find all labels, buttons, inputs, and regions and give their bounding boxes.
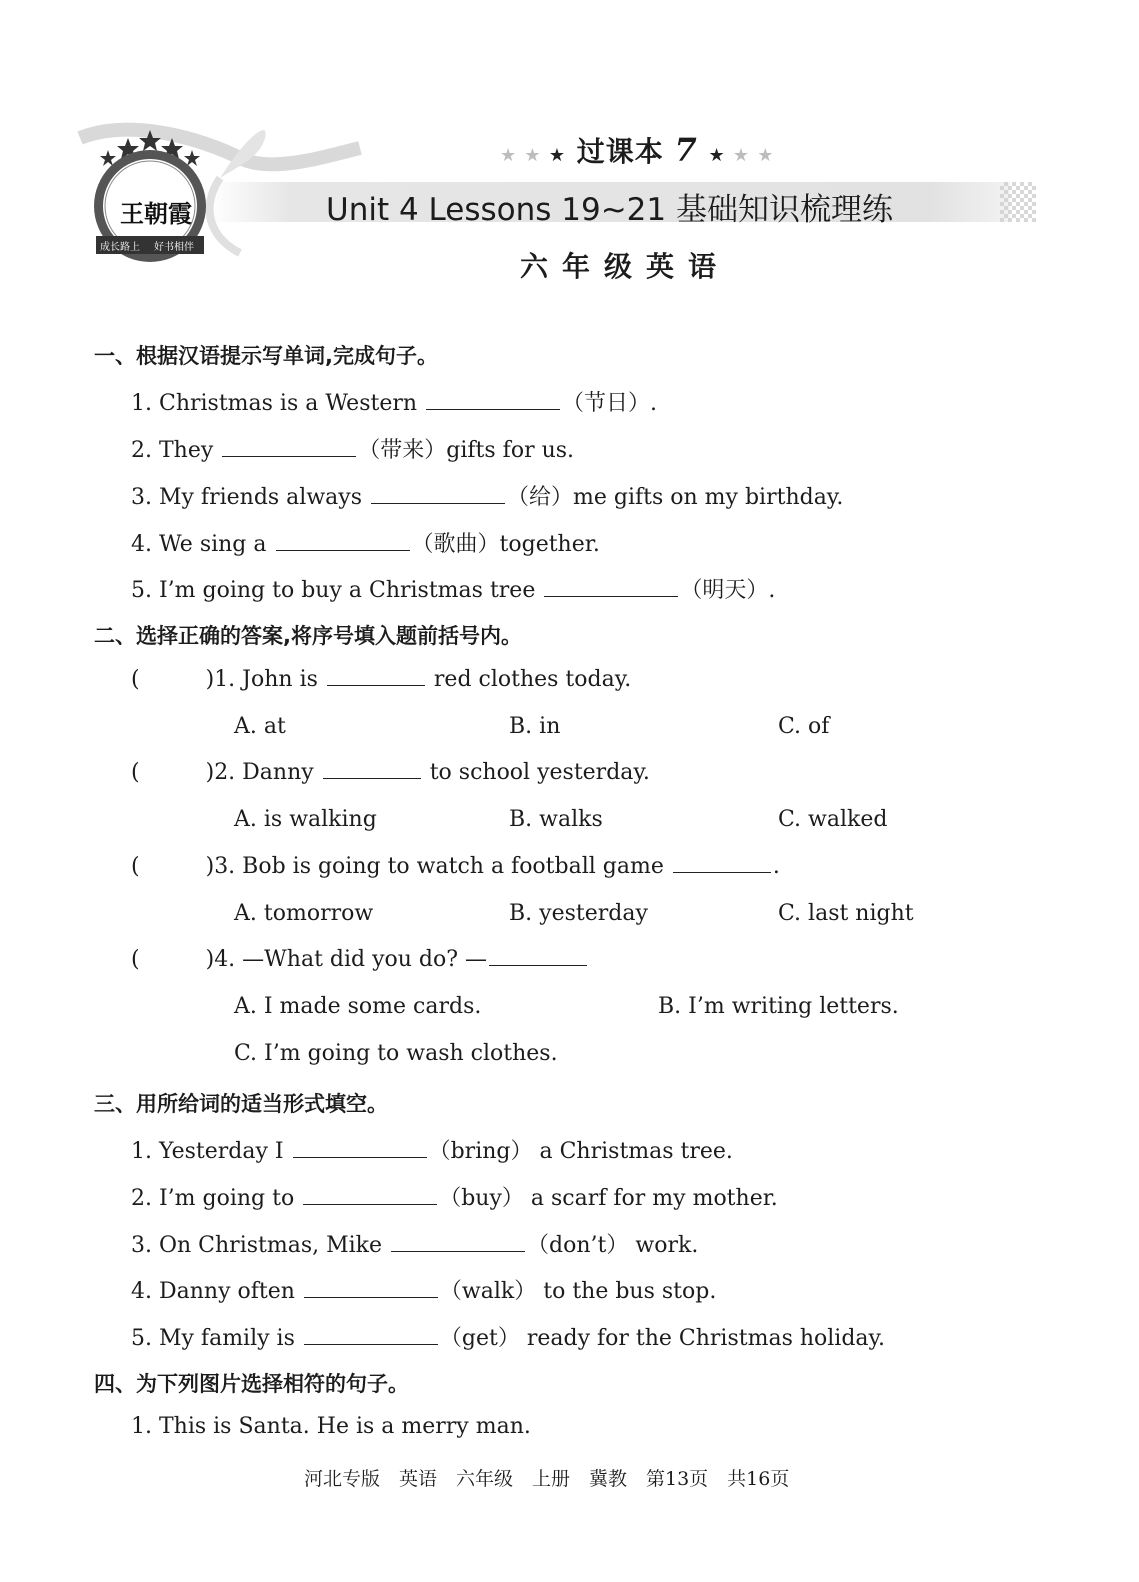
s4-item-1: 1. This is Santa. He is a merry man. (131, 1414, 531, 1439)
publisher-logo (70, 118, 370, 268)
answer-blank[interactable] (222, 455, 356, 457)
s2-q1-option-c[interactable]: C. of (778, 714, 830, 739)
answer-blank[interactable] (303, 1203, 437, 1205)
unit-title: Unit 4 Lessons 19~21 基础知识梳理练 (326, 192, 893, 228)
s2-q3-option-b[interactable]: B. yesterday (509, 901, 648, 926)
logo-slogan-left: 成长路上 (100, 242, 140, 253)
s2-q2-option-c[interactable]: C. walked (778, 807, 888, 832)
answer-blank (489, 964, 587, 966)
s2-q2-option-a[interactable]: A. is walking (234, 807, 377, 832)
answer-blank (673, 871, 771, 873)
s2-q3-option-c[interactable]: C. last night (778, 901, 914, 926)
s1-item-4: 4. We sing a （歌曲）together. (131, 532, 600, 557)
answer-blank[interactable] (276, 549, 410, 551)
answer-blank[interactable] (544, 595, 678, 597)
answer-blank (327, 684, 425, 686)
answer-blank[interactable] (304, 1343, 438, 1345)
s2-question-4: ( )4. —What did you do? — (131, 947, 589, 972)
s2-q4-option-c[interactable]: C. I’m going to wash clothes. (234, 1041, 558, 1066)
s2-question-2: ( )2. Danny to school yesterday. (131, 760, 650, 785)
s2-q3-option-a[interactable]: A. tomorrow (234, 901, 374, 926)
grey-stars-icon: ★ ★ (725, 145, 775, 166)
answer-blank[interactable] (304, 1296, 438, 1298)
answer-blank[interactable] (426, 408, 560, 410)
answer-blank (323, 777, 421, 779)
answer-blank[interactable] (293, 1156, 427, 1158)
s2-question-3: ( )3. Bob is going to watch a football game . (131, 854, 780, 879)
s2-q4-option-b[interactable]: B. I’m writing letters. (658, 994, 899, 1019)
section2-title: 二、选择正确的答案,将序号填入题前括号内。 (94, 624, 522, 648)
s1-item-5: 5. I’m going to buy a Christmas tree （明天）. (131, 578, 776, 603)
answer-blank[interactable] (391, 1250, 525, 1252)
s1-item-3: 3. My friends always （给）me gifts on my birthday. (131, 485, 844, 510)
section4-title: 四、为下列图片选择相符的句子。 (94, 1372, 409, 1396)
subtitle: 六年级英语 (520, 250, 731, 283)
dark-star-icon: ★ (708, 145, 726, 166)
answer-blank[interactable] (371, 502, 505, 504)
s2-q2-option-b[interactable]: B. walks (509, 807, 603, 832)
s3-item-2: 2. I’m going to （buy） a scarf for my mother. (131, 1186, 778, 1211)
page-footer: 河北专版 英语 六年级 上册 冀教 第13页 共16页 (304, 1468, 790, 1490)
s3-item-3: 3. On Christmas, Mike （don’t） work. (131, 1233, 699, 1258)
s3-item-5: 5. My family is （get） ready for the Christmas holiday. (131, 1326, 886, 1351)
grey-stars-icon: ★ ★ (500, 145, 549, 166)
s1-item-1: 1. Christmas is a Western （节日）. (131, 391, 658, 416)
s3-item-1: 1. Yesterday I （bring） a Christmas tree. (131, 1139, 733, 1164)
ribbon-checker-pattern (1000, 182, 1036, 222)
logo-text: 王朝霞 (120, 199, 192, 228)
logo-slogan-right: 好书相伴 (154, 242, 194, 253)
s2-q1-option-a[interactable]: A. at (234, 714, 286, 739)
s3-item-4: 4. Danny often （walk） to the bus stop. (131, 1279, 717, 1304)
section1-title: 一、根据汉语提示写单词,完成句子。 (94, 344, 438, 368)
s2-q1-option-b[interactable]: B. in (509, 714, 561, 739)
s1-item-2: 2. They （带来）gifts for us. (131, 438, 575, 463)
dark-star-icon: ★ (548, 145, 566, 166)
section3-title: 三、用所给词的适当形式填空。 (94, 1092, 388, 1116)
s2-question-1: ( )1. John is red clothes today. (131, 667, 632, 692)
series-title: ★ ★ ★ 过课本 7 ★ ★ ★ (500, 131, 775, 169)
s2-q4-option-a[interactable]: A. I made some cards. (234, 994, 482, 1019)
